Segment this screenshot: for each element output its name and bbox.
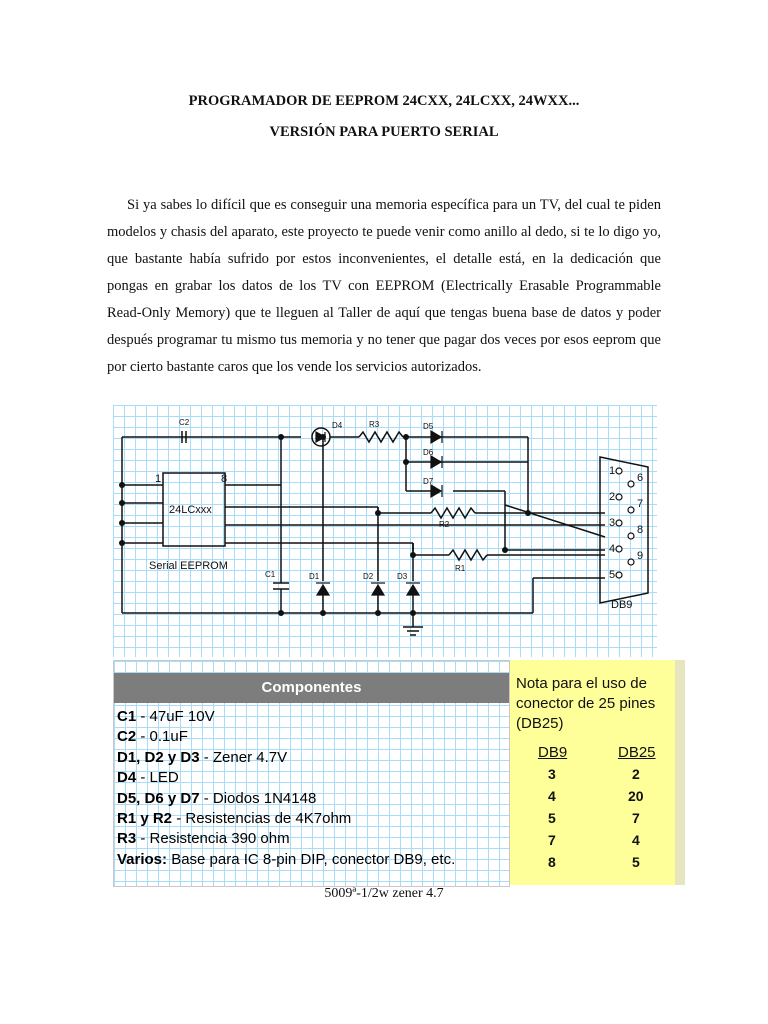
note-cell: 5 xyxy=(632,854,640,870)
figure-caption: 5009ª-1/2w zener 4.7 xyxy=(324,886,444,901)
component-item: Varios: Base para IC 8-pin DIP, conector DB9, etc. xyxy=(117,850,456,868)
d3-label: D3 xyxy=(397,572,408,581)
note-title: Nota para el uso de conector de 25 pines (DB25) xyxy=(516,675,656,732)
components-header: Componentes xyxy=(114,673,509,703)
components-table xyxy=(113,660,510,887)
db9-pin-3: 3 xyxy=(609,517,616,529)
pin8-label: 8 xyxy=(221,473,228,485)
document-subtitle: VERSIÓN PARA PUERTO SERIAL xyxy=(269,124,499,140)
db9-pin-1: 1 xyxy=(609,465,616,477)
component-item: D5, D6 y D7 - Diodos 1N4148 xyxy=(117,789,317,807)
connector-label: DB9 xyxy=(611,599,633,611)
db9-pin-5: 5 xyxy=(609,569,616,581)
document-title: PROGRAMADOR DE EEPROM 24CXX, 24LCXX, 24WXX... xyxy=(188,93,580,109)
components-list xyxy=(117,707,455,870)
component-item: D1, D2 y D3 - Zener 4.7V xyxy=(117,748,288,766)
d5-label: D5 xyxy=(423,422,434,431)
intro-paragraph xyxy=(107,192,661,381)
note-cell: 3 xyxy=(548,766,556,782)
note-cell: 5 xyxy=(548,810,556,826)
note-col-db25: DB25 xyxy=(618,744,656,761)
note-cell: 4 xyxy=(632,832,640,848)
d6-label: D6 xyxy=(423,448,434,457)
note-cell: 4 xyxy=(548,788,556,804)
db9-pin-7: 7 xyxy=(637,498,644,510)
d1-label: D1 xyxy=(309,572,320,581)
c2-label: C2 xyxy=(179,418,190,427)
note-cell: 7 xyxy=(632,810,640,826)
r1-label: R1 xyxy=(455,564,466,573)
circuit-schematic xyxy=(113,405,657,657)
d4-label: D4 xyxy=(332,421,343,430)
note-cell: 7 xyxy=(548,832,556,848)
note-cell: 8 xyxy=(548,854,556,870)
component-item: R1 y R2 - Resistencias de 4K7ohm xyxy=(117,810,352,828)
db9-pin-4: 4 xyxy=(609,543,616,555)
r3-label: R3 xyxy=(369,420,380,429)
component-item: C1 - 47uF 10V xyxy=(117,708,215,725)
note-cell: 20 xyxy=(628,788,644,804)
db25-note xyxy=(510,660,685,885)
db9-pin-6: 6 xyxy=(637,472,644,484)
d7-label: D7 xyxy=(423,477,434,486)
r2-label: R2 xyxy=(439,520,450,529)
note-cell: 2 xyxy=(632,766,640,782)
component-item: D4 - LED xyxy=(117,769,179,787)
pin1-label: 1 xyxy=(155,473,162,485)
db9-pin-8: 8 xyxy=(637,524,644,536)
component-item: C2 - 0.1uF xyxy=(117,728,188,746)
d2-label: D2 xyxy=(363,572,374,581)
chip-label: 24LCxxx xyxy=(169,504,212,516)
db9-pin-9: 9 xyxy=(637,550,644,562)
chip-caption: Serial EEPROM xyxy=(149,560,228,572)
component-item: R3 - Resistencia 390 ohm xyxy=(117,830,290,848)
c1-label: C1 xyxy=(265,570,276,579)
db9-pin-2: 2 xyxy=(609,491,616,503)
intro-text: Si ya sabes lo difícil que es conseguir una memoria específica para un TV, del cual te piden modelos y chasis del aparato, este proyecto te puede venir como anillo al dedo, si te lo digo yo, que bastante había sufrido por estos inconvenientes, el detalle está, en la dedicación que pongas en grabar los datos de los TV con EEPROM (Electrically Erasable Programmable Read-Only Memory) que te lleguen al Taller de aquí que tengas buena base de datos y poder después programar tu mismo tus memoria y no tener que pagar dos veces por esos eeprom que por cierto bastante caros que los vende los servicios autorizados. xyxy=(107,197,661,375)
note-col-db9: DB9 xyxy=(538,744,568,761)
